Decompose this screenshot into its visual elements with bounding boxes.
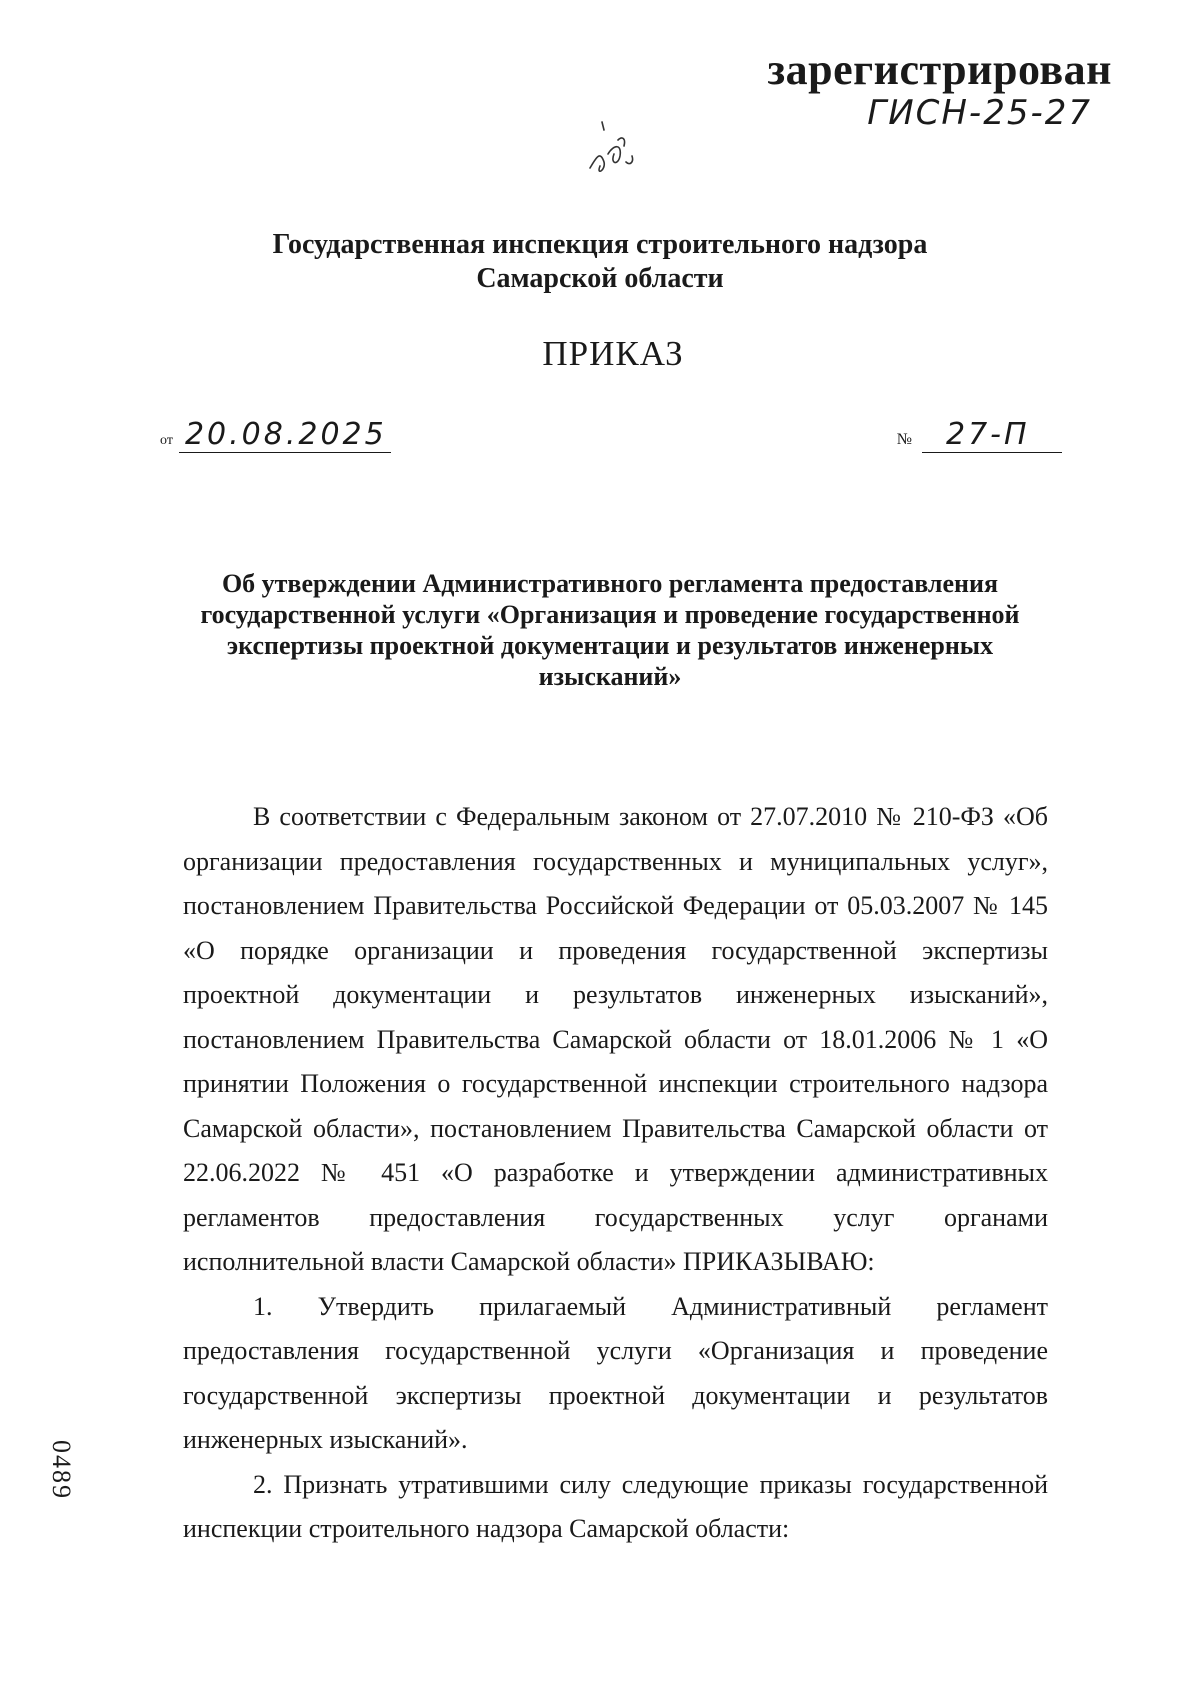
item-1-paragraph: 1. Утвердить прилагаемый Административный регламент предоставления государственной услуги «Организация и проведение государственной экспертизы проектной документации и результатов инженерных изысканий». xyxy=(183,1291,1048,1454)
item-2-paragraph: 2. Признать утратившими силу следующие приказы государственной инспекции строительного надзора Самарской области: xyxy=(183,1469,1048,1543)
registration-stamp xyxy=(767,45,1112,133)
preamble-paragraph: В соответствии с Федеральным законом от 27.07.2010 № 210-ФЗ «Об организации предоставления государственных и муниципальных услуг», постановлением Правительства Российской Федерации от 05.03.2007 № 145 «О порядке организации и проведения государственной экспертизы проектной документации и результатов инженерных изысканий», постановлением Правительства Самарской области от 18.01.2006 № 1 «О принятии Положения о государственной инспекции строительного надзора Самарской области», постановлением Правительства Самарской области от 22.06.2022 № 451 «О разработке и утверждении административных регламентов предоставления государственных услуг органами исполнительной власти Самарской области» ПРИКАЗЫВАЮ: xyxy=(183,802,1048,1276)
registration-word: зарегистрирован xyxy=(767,45,1112,94)
margin-number: 0489 xyxy=(47,1440,76,1500)
organization-line-2: Самарской области xyxy=(476,263,724,294)
organization-title xyxy=(0,228,1200,296)
order-body xyxy=(183,795,1048,1552)
number-value: 27-П xyxy=(922,420,1062,453)
handwritten-mark-icon xyxy=(582,110,642,190)
order-subject: Об утверждении Административного регламента предоставления государственной услуги «Организация и проведение государственной экспертизы проектной документации и результатов инженерных изысканий» xyxy=(200,569,1020,691)
order-number xyxy=(896,417,1062,453)
document-type: ПРИКАЗ xyxy=(542,334,684,373)
date-value: 20.08.2025 xyxy=(179,420,391,453)
organization-line-1: Государственная инспекция строительного надзора xyxy=(272,229,928,260)
date-prefix: от xyxy=(160,433,173,448)
order-date xyxy=(160,417,391,453)
registration-number: ГИСН-25-27 xyxy=(867,93,1092,133)
number-prefix: № xyxy=(896,431,912,448)
